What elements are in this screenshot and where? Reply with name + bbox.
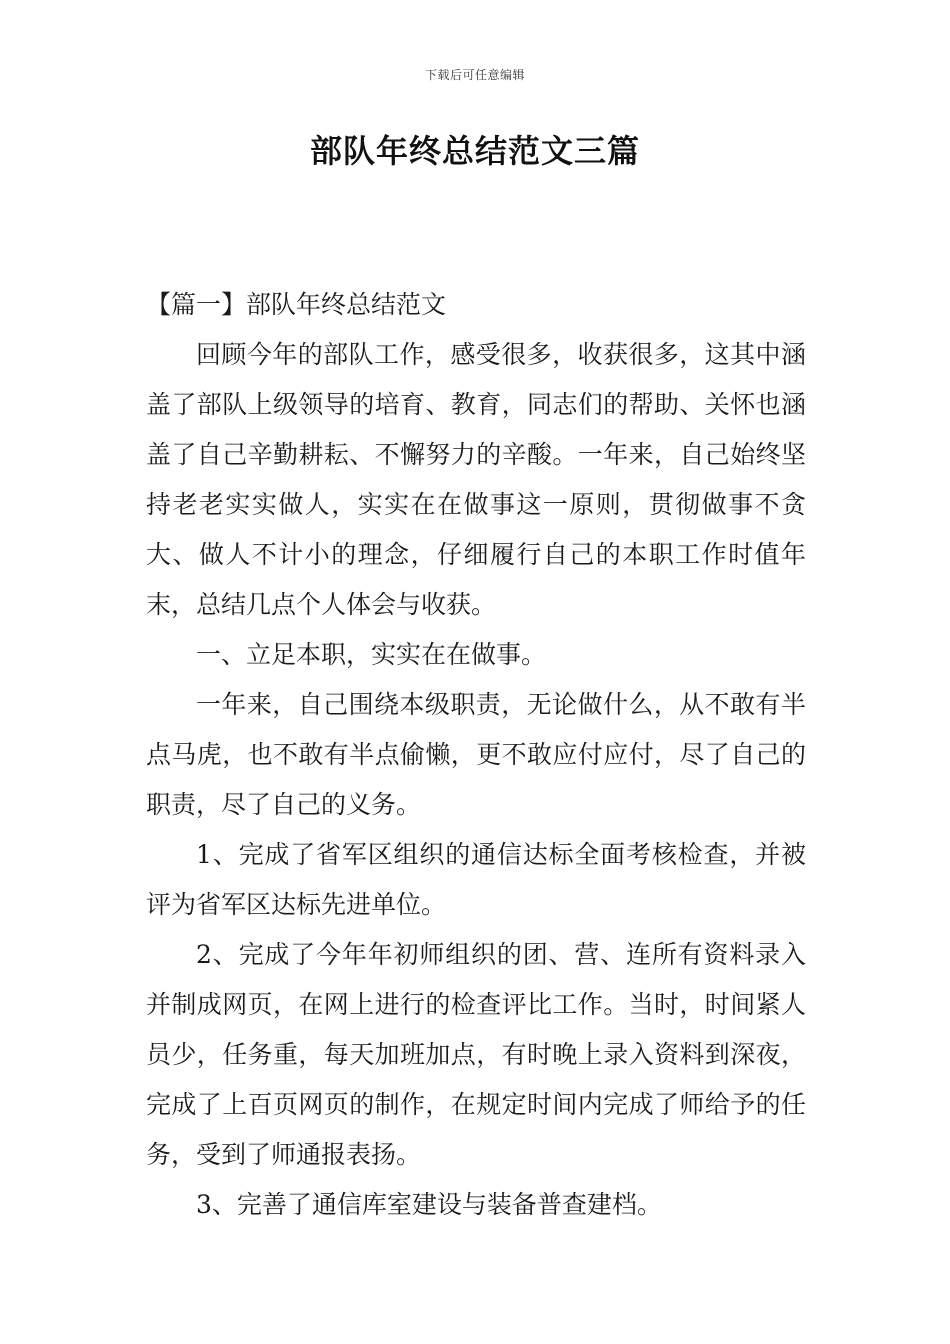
document-title: 部队年终总结范文三篇 [309, 132, 640, 170]
paragraph-point-one-body: 一年来，自己围绕本级职责，无论做什么，从不敢有半点马虎，也不敢有半点偷懒，更不敢应付应付，尽了自己的职责，尽了自己的义务。 [146, 690, 806, 819]
document-body [146, 280, 806, 1230]
paragraph-item-2: 2、完成了今年年初师组织的团、营、连所有资料录入并制成网页，在网上进行的检查评比工作。当时，时间紧人员少，任务重，每天加班加点，有时晚上录入资料到深夜，完成了上百页网页的制作，在规定时间内完成了师给予的任务，受到了师通报表扬。 [146, 940, 806, 1169]
page-header-note: 下载后可任意编辑 [424, 68, 525, 82]
paragraph-intro: 回顾今年的部队工作，感受很多，收获很多，这其中涵盖了部队上级领导的培育、教育，同志们的帮助、关怀也涵盖了自己辛勤耕耘、不懈努力的辛酸。一年来，自己始终坚持老老实实做人，实实在在做事这一原则，贯彻做事不贪大、做人不计小的理念，仔细履行自己的本职工作时值年末，总结几点个人体会与收获。 [146, 340, 806, 619]
paragraph-item-1: 1、完成了省军区组织的通信达标全面考核检查，并被评为省军区达标先进单位。 [146, 840, 806, 919]
section-heading: 【篇一】部队年终总结范文 [146, 290, 447, 319]
paragraph-item-3: 3、完善了通信库室建设与装备普查建档。 [196, 1190, 662, 1219]
paragraph-point-one-heading: 一、立足本职，实实在在做事。 [196, 640, 547, 669]
